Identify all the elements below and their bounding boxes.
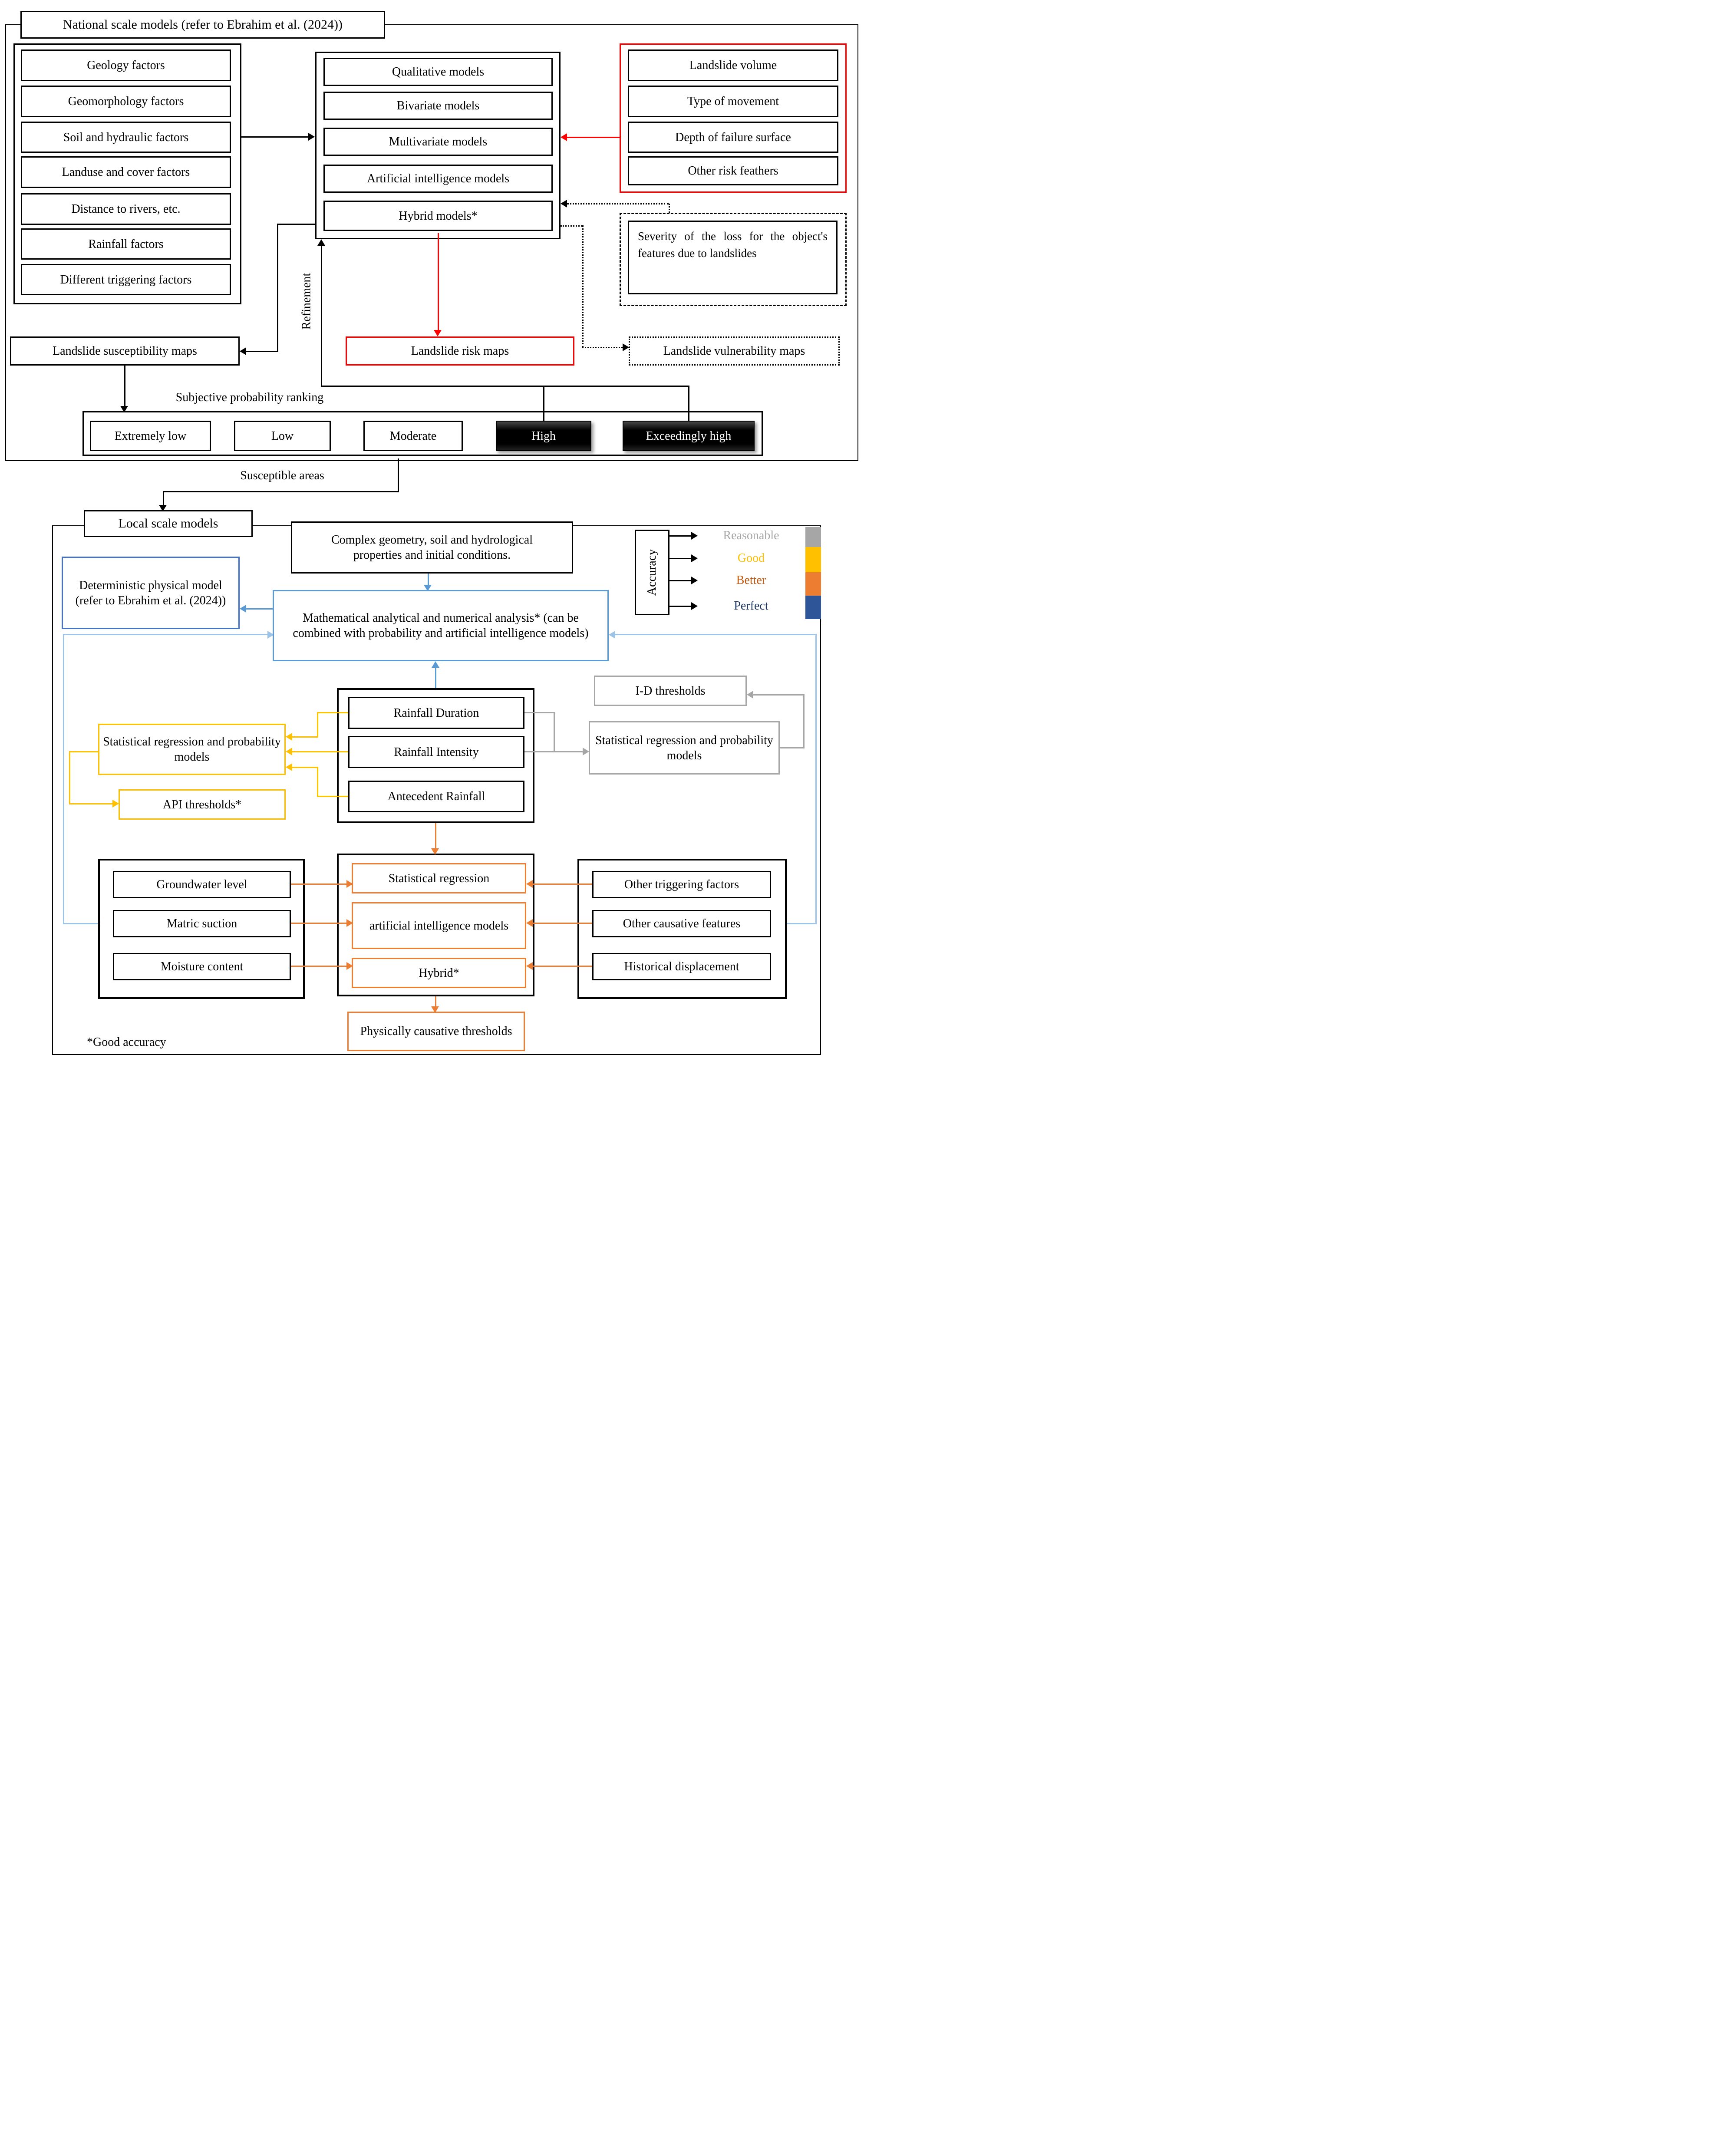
orange-triggering — [532, 883, 592, 885]
api-thresholds-label: API thresholds* — [162, 798, 242, 811]
arrowhead-yellow-2 — [286, 748, 292, 755]
orange-rainfall-to-central — [435, 823, 436, 848]
physically-causative-thresholds — [347, 1012, 525, 1051]
rainfall-duration — [348, 697, 524, 729]
model-bivariate — [323, 92, 553, 120]
central-hybrid-label: Hybrid* — [419, 966, 459, 980]
line-hybrid-to-riskmaps — [438, 233, 439, 330]
accuracy-box — [635, 530, 669, 615]
rank-extremely-low — [90, 421, 211, 451]
complex-box — [291, 521, 573, 574]
riskfeat-movement — [628, 86, 838, 117]
groundwater-level — [113, 871, 291, 898]
arrowhead-riskfeatures-to-models — [561, 133, 567, 141]
yellow-api-2 — [69, 751, 70, 804]
line-susc-to-ranking — [124, 366, 125, 406]
arrowhead-statreg-r — [526, 880, 533, 888]
gray-id-3 — [753, 694, 803, 696]
rank-low-label: Low — [271, 429, 294, 443]
acc-arrow-2 — [691, 554, 698, 562]
orange-central-to-thresholds — [435, 996, 436, 1006]
susceptibility-maps-box — [10, 336, 240, 366]
accuracy-better-text: Better — [736, 574, 766, 587]
model-multivariate-label: Multivariate models — [389, 135, 488, 148]
susceptibility-maps-label: Landslide susceptibility maps — [53, 344, 197, 358]
dotted-severity-riser — [669, 204, 670, 213]
arrowhead-math-bottom — [432, 661, 439, 668]
stat-prob-gray-label: Statistical regression and probability models — [595, 733, 773, 762]
arrowhead-yellow-1 — [286, 733, 292, 741]
national-title — [20, 11, 385, 39]
factor-geomorphology — [21, 86, 231, 117]
refinement-text: Refinement — [300, 273, 313, 330]
factor-triggering-label: Different triggering factors — [60, 273, 192, 287]
deterministic-box — [62, 557, 240, 629]
rank-moderate — [363, 421, 463, 451]
refinement-label — [263, 262, 350, 340]
acc-line-2 — [669, 558, 691, 559]
arrowhead-factors-to-models — [308, 133, 315, 141]
yellow-api-1 — [69, 751, 98, 752]
yellow-antecedent-2 — [317, 768, 318, 797]
yellow-antecedent-3 — [292, 767, 318, 768]
factor-geomorphology-label: Geomorphology factors — [68, 95, 184, 108]
complex-text: Complex geometry, soil and hydrological properties and initial conditions. — [331, 533, 533, 562]
central-ai-models — [352, 902, 526, 949]
accuracy-perfect-text: Perfect — [734, 599, 768, 613]
gray-id-2 — [803, 694, 805, 748]
accuracy-level-better — [701, 573, 801, 588]
id-thresholds-label: I-D thresholds — [635, 684, 706, 698]
antecedent-rainfall — [348, 781, 524, 812]
yellow-intensity — [292, 751, 348, 752]
arrowhead-deterministic — [240, 605, 246, 613]
model-bivariate-label: Bivariate models — [396, 99, 480, 112]
factor-triggering — [21, 264, 231, 295]
riskfeat-depth — [628, 122, 838, 153]
arrowhead-severity-to-models — [561, 200, 567, 208]
rank-moderate-label: Moderate — [389, 429, 437, 443]
riskfeat-depth-label: Depth of failure surface — [675, 130, 791, 144]
arrowhead-yellow-3 — [286, 763, 292, 771]
arrowhead-to-vulnerability — [623, 343, 629, 351]
other-causative-label: Other causative features — [623, 917, 741, 930]
model-hybrid — [323, 201, 553, 231]
susceptible-areas-text: Susceptible areas — [240, 469, 324, 482]
local-title-text: Local scale models — [118, 516, 218, 531]
acc-arrow-1 — [691, 532, 698, 540]
yellow-duration-2 — [317, 712, 318, 738]
factor-geology-label: Geology factors — [87, 59, 165, 72]
line-susceptible-2 — [163, 491, 399, 492]
mathematical-text: Mathematical analytical and numerical analysis* (can be combined with probability and artificial intelligence models) — [293, 611, 589, 640]
accuracy-colorbar-blue — [805, 596, 821, 619]
vulnerability-maps-label: Landslide vulnerability maps — [663, 344, 805, 358]
thresholds-label: Physically causative thresholds — [360, 1025, 512, 1038]
matric-label: Matric suction — [166, 917, 237, 930]
acc-line-3 — [669, 580, 691, 581]
loop-right-bottom — [787, 923, 816, 924]
model-hybrid-label: Hybrid models* — [399, 209, 478, 223]
line-susceptible-1 — [398, 458, 399, 492]
yellow-api-3 — [69, 803, 112, 804]
rank-high — [496, 421, 591, 451]
line-exceedingly-up — [688, 386, 689, 421]
gray-intensity — [524, 751, 583, 752]
factor-landuse-label: Landuse and cover factors — [62, 165, 190, 179]
accuracy-label: Accuracy — [645, 549, 659, 596]
rank-extremely-low-label: Extremely low — [114, 429, 187, 443]
historical-label: Historical displacement — [624, 960, 739, 973]
rainfall-intensity-label: Rainfall Intensity — [394, 745, 479, 759]
moisture-label: Moisture content — [160, 960, 244, 973]
factor-distance-rivers — [21, 193, 231, 225]
riskfeat-other — [628, 156, 838, 185]
orange-historical — [532, 966, 592, 967]
accuracy-colorbar-gold — [805, 547, 821, 572]
central-stat-regression — [352, 863, 526, 893]
arrowhead-central-top — [431, 848, 439, 855]
orange-moisture — [291, 966, 346, 967]
line-factors-to-models — [241, 136, 308, 138]
yellow-antecedent-1 — [317, 796, 348, 797]
api-thresholds-box — [119, 789, 286, 820]
line-math-to-deterministic — [246, 608, 273, 610]
arrowhead-susceptibility — [240, 347, 246, 355]
moisture-content — [113, 953, 291, 980]
model-qualitative — [323, 58, 553, 86]
landslide-models-flowchart — [0, 0, 864, 1078]
other-causative-features — [592, 910, 771, 937]
central-ai-label: artificial intelligence models — [369, 919, 509, 933]
orange-causative — [532, 923, 592, 924]
accuracy-colorbar-gray — [805, 527, 821, 547]
model-ai-label: Artificial intelligence models — [366, 172, 510, 185]
historical-displacement — [592, 953, 771, 980]
deterministic-text: Deterministic physical model (refer to Ebrahim et al. (2024)) — [75, 578, 226, 607]
dotted-models-to-vuln-1 — [561, 225, 582, 227]
acc-line-1 — [669, 535, 691, 537]
ranking-title-text: Subjective probability ranking — [175, 391, 324, 404]
orange-matric — [291, 923, 346, 924]
accuracy-good-text: Good — [737, 551, 765, 565]
rank-low — [234, 421, 331, 451]
id-thresholds-box — [594, 676, 747, 706]
rainfall-intensity — [348, 736, 524, 768]
risk-maps-box — [346, 336, 574, 366]
line-rainfall-to-math — [435, 668, 436, 688]
arrowhead-riskmaps — [434, 330, 442, 336]
model-multivariate — [323, 128, 553, 156]
arrowhead-ai-r — [526, 919, 533, 927]
arrowhead-ranking — [120, 406, 128, 412]
other-triggering-factors — [592, 871, 771, 898]
riskfeat-other-label: Other risk feathers — [688, 164, 778, 178]
good-accuracy-text: *Good accuracy — [87, 1035, 166, 1049]
dotted-severity-to-models — [567, 203, 669, 204]
rank-exceedingly-high-label: Exceedingly high — [646, 429, 732, 443]
dotted-models-to-vuln-3 — [582, 347, 623, 348]
factor-soil-hydraulic — [21, 122, 231, 153]
accuracy-reasonable-text: Reasonable — [723, 529, 779, 542]
arrowhead-loop-right — [609, 631, 615, 639]
line-ranking-feedback — [321, 386, 689, 387]
other-triggering-label: Other triggering factors — [624, 878, 739, 891]
loop-left-top — [63, 634, 267, 635]
line-riskfeatures-to-models — [567, 137, 620, 138]
good-accuracy-note — [87, 1035, 208, 1050]
groundwater-label: Groundwater level — [156, 878, 247, 891]
national-title-text: National scale models (refer to Ebrahim et al. (2024)) — [63, 17, 343, 32]
rainfall-duration-label: Rainfall Duration — [393, 706, 479, 720]
loop-left-bottom — [63, 923, 98, 924]
stat-prob-gray-box — [589, 721, 780, 775]
gray-id-1 — [780, 747, 805, 748]
acc-arrow-4 — [691, 602, 698, 610]
yellow-duration-1 — [317, 712, 348, 713]
risk-maps-label: Landslide risk maps — [411, 344, 509, 358]
rank-high-label: High — [531, 429, 556, 443]
loop-left-vert — [63, 634, 64, 924]
line-models-to-susc-1 — [277, 224, 315, 225]
factor-geology — [21, 49, 231, 81]
line-complex-to-math — [428, 574, 429, 585]
dotted-models-to-vuln-2 — [582, 225, 584, 348]
accuracy-colorbar-orange — [805, 572, 821, 596]
factor-rainfall-label: Rainfall factors — [88, 237, 164, 251]
acc-arrow-3 — [691, 577, 698, 584]
gray-duration-1 — [524, 712, 555, 713]
riskfeat-volume — [628, 49, 838, 81]
line-susceptible-3 — [163, 491, 164, 505]
line-high-up — [543, 386, 544, 421]
antecedent-rainfall-label: Antecedent Rainfall — [387, 790, 485, 803]
central-statreg-label: Statistical regression — [388, 871, 490, 885]
arrowhead-api — [112, 800, 119, 808]
factor-soil-label: Soil and hydraulic factors — [63, 130, 189, 144]
factor-rainfall — [21, 228, 231, 260]
local-title — [84, 510, 253, 537]
factor-distance-label: Distance to rivers, etc. — [71, 202, 181, 216]
matric-suction — [113, 910, 291, 937]
arrowhead-hybrid-r — [526, 962, 533, 970]
stat-prob-yellow-label: Statistical regression and probability models — [103, 735, 281, 764]
rank-exceedingly-high — [623, 421, 755, 451]
model-ai — [323, 165, 553, 193]
mathematical-box — [273, 590, 609, 661]
riskfeat-volume-label: Landslide volume — [689, 59, 777, 72]
arrowhead-id-thresholds — [747, 691, 753, 699]
arrowhead-graystats — [583, 748, 589, 755]
arrowhead-refinement — [317, 239, 325, 246]
accuracy-level-reasonable — [701, 528, 801, 544]
model-qualitative-label: Qualitative models — [392, 65, 485, 79]
yellow-duration-3 — [292, 736, 318, 738]
loop-right-top — [615, 634, 817, 635]
ranking-title — [154, 390, 345, 405]
susceptible-areas-label — [219, 468, 345, 484]
vulnerability-maps-box — [629, 336, 840, 366]
line-models-to-susc-3 — [246, 351, 277, 352]
severity-text: Severity of the loss for the object's features due to landslides — [638, 230, 828, 260]
central-hybrid — [352, 958, 526, 988]
factor-landuse — [21, 156, 231, 188]
accuracy-level-good — [701, 551, 801, 566]
stat-prob-yellow-box — [98, 724, 286, 775]
gray-duration-2 — [554, 712, 555, 752]
riskfeat-movement-label: Type of movement — [687, 95, 779, 108]
acc-line-4 — [669, 606, 691, 607]
severity-box — [628, 221, 838, 294]
orange-groundwater — [291, 883, 346, 885]
accuracy-level-perfect — [701, 598, 801, 614]
loop-right-vert — [815, 634, 817, 924]
